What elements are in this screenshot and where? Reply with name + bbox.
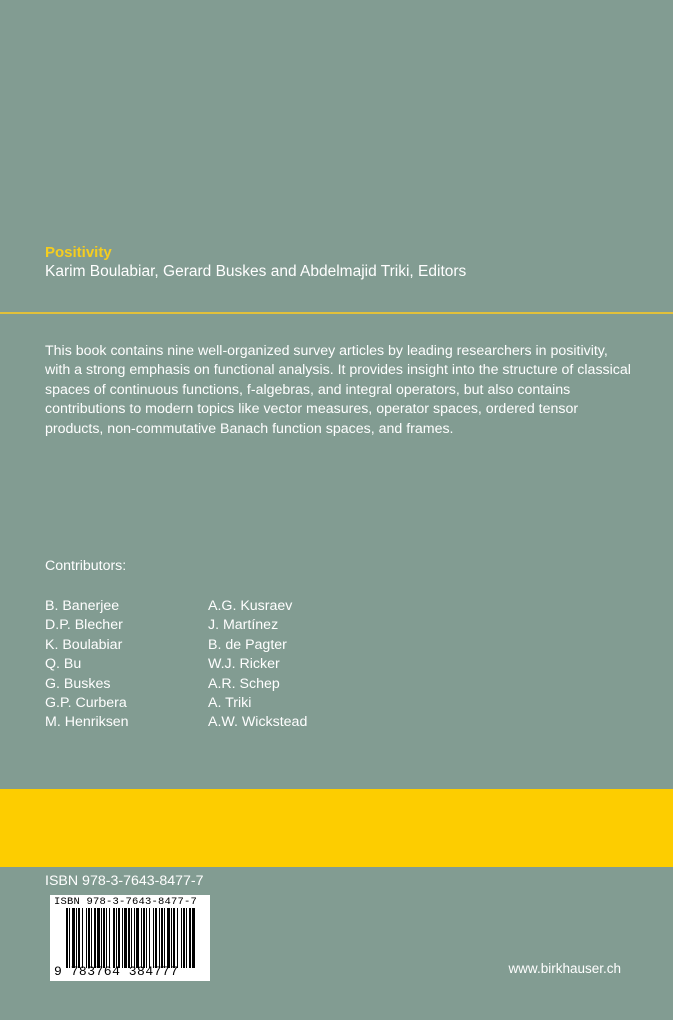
contributor-name: W.J. Ricker <box>208 656 280 673</box>
contributor-name: B. de Pagter <box>208 636 287 653</box>
isbn-text: ISBN 978-3-7643-8477-7 <box>45 873 204 889</box>
contributor-name: G.P. Curbera <box>45 695 127 712</box>
barcode-top-text: ISBN 978-3-7643-8477-7 <box>54 896 198 908</box>
contributor-name: M. Henriksen <box>45 714 129 731</box>
publisher-website[interactable]: www.birkhauser.ch <box>508 961 621 976</box>
book-description: This book contains nine well-organized survey articles by leading researchers in positivity, with a strong emphasis on functional analysis. It provides insight into the structure of classical spaces of continuous functions, f-algebras, and integral operators, but also contains contributions to modern topics like vector measures, operator spaces, ordered tensor products, non-commutative Banach function spaces, and frames. <box>45 343 631 437</box>
barcode-digits: 9 783764 384777 <box>54 964 179 979</box>
divider-rule <box>0 312 673 314</box>
contributor-name: A.G. Kusraev <box>208 598 293 614</box>
contributor-name: J. Martínez <box>208 617 279 634</box>
contributor-name: D.P. Blecher <box>45 617 123 634</box>
contributor-name: Q. Bu <box>45 656 82 673</box>
book-title: Positivity <box>45 244 112 261</box>
book-editors: Karim Boulabiar, Gerard Buskes and Abdelmajid Triki, Editors <box>45 263 467 280</box>
barcode <box>50 895 210 981</box>
contributor-name: A.W. Wickstead <box>208 714 308 731</box>
contributors-right-column <box>208 597 307 733</box>
contributor-name: A. Triki <box>208 695 252 712</box>
yellow-band <box>0 789 673 867</box>
contributor-name: A.R. Schep <box>208 675 280 692</box>
contributor-name: B. Banerjee <box>45 598 120 614</box>
barcode-bars-icon <box>66 908 196 970</box>
contributor-name: K. Boulabiar <box>45 636 123 653</box>
contributor-name: G. Buskes <box>45 675 111 692</box>
contributors-left-column <box>45 597 129 733</box>
contributors-label: Contributors: <box>45 558 127 574</box>
